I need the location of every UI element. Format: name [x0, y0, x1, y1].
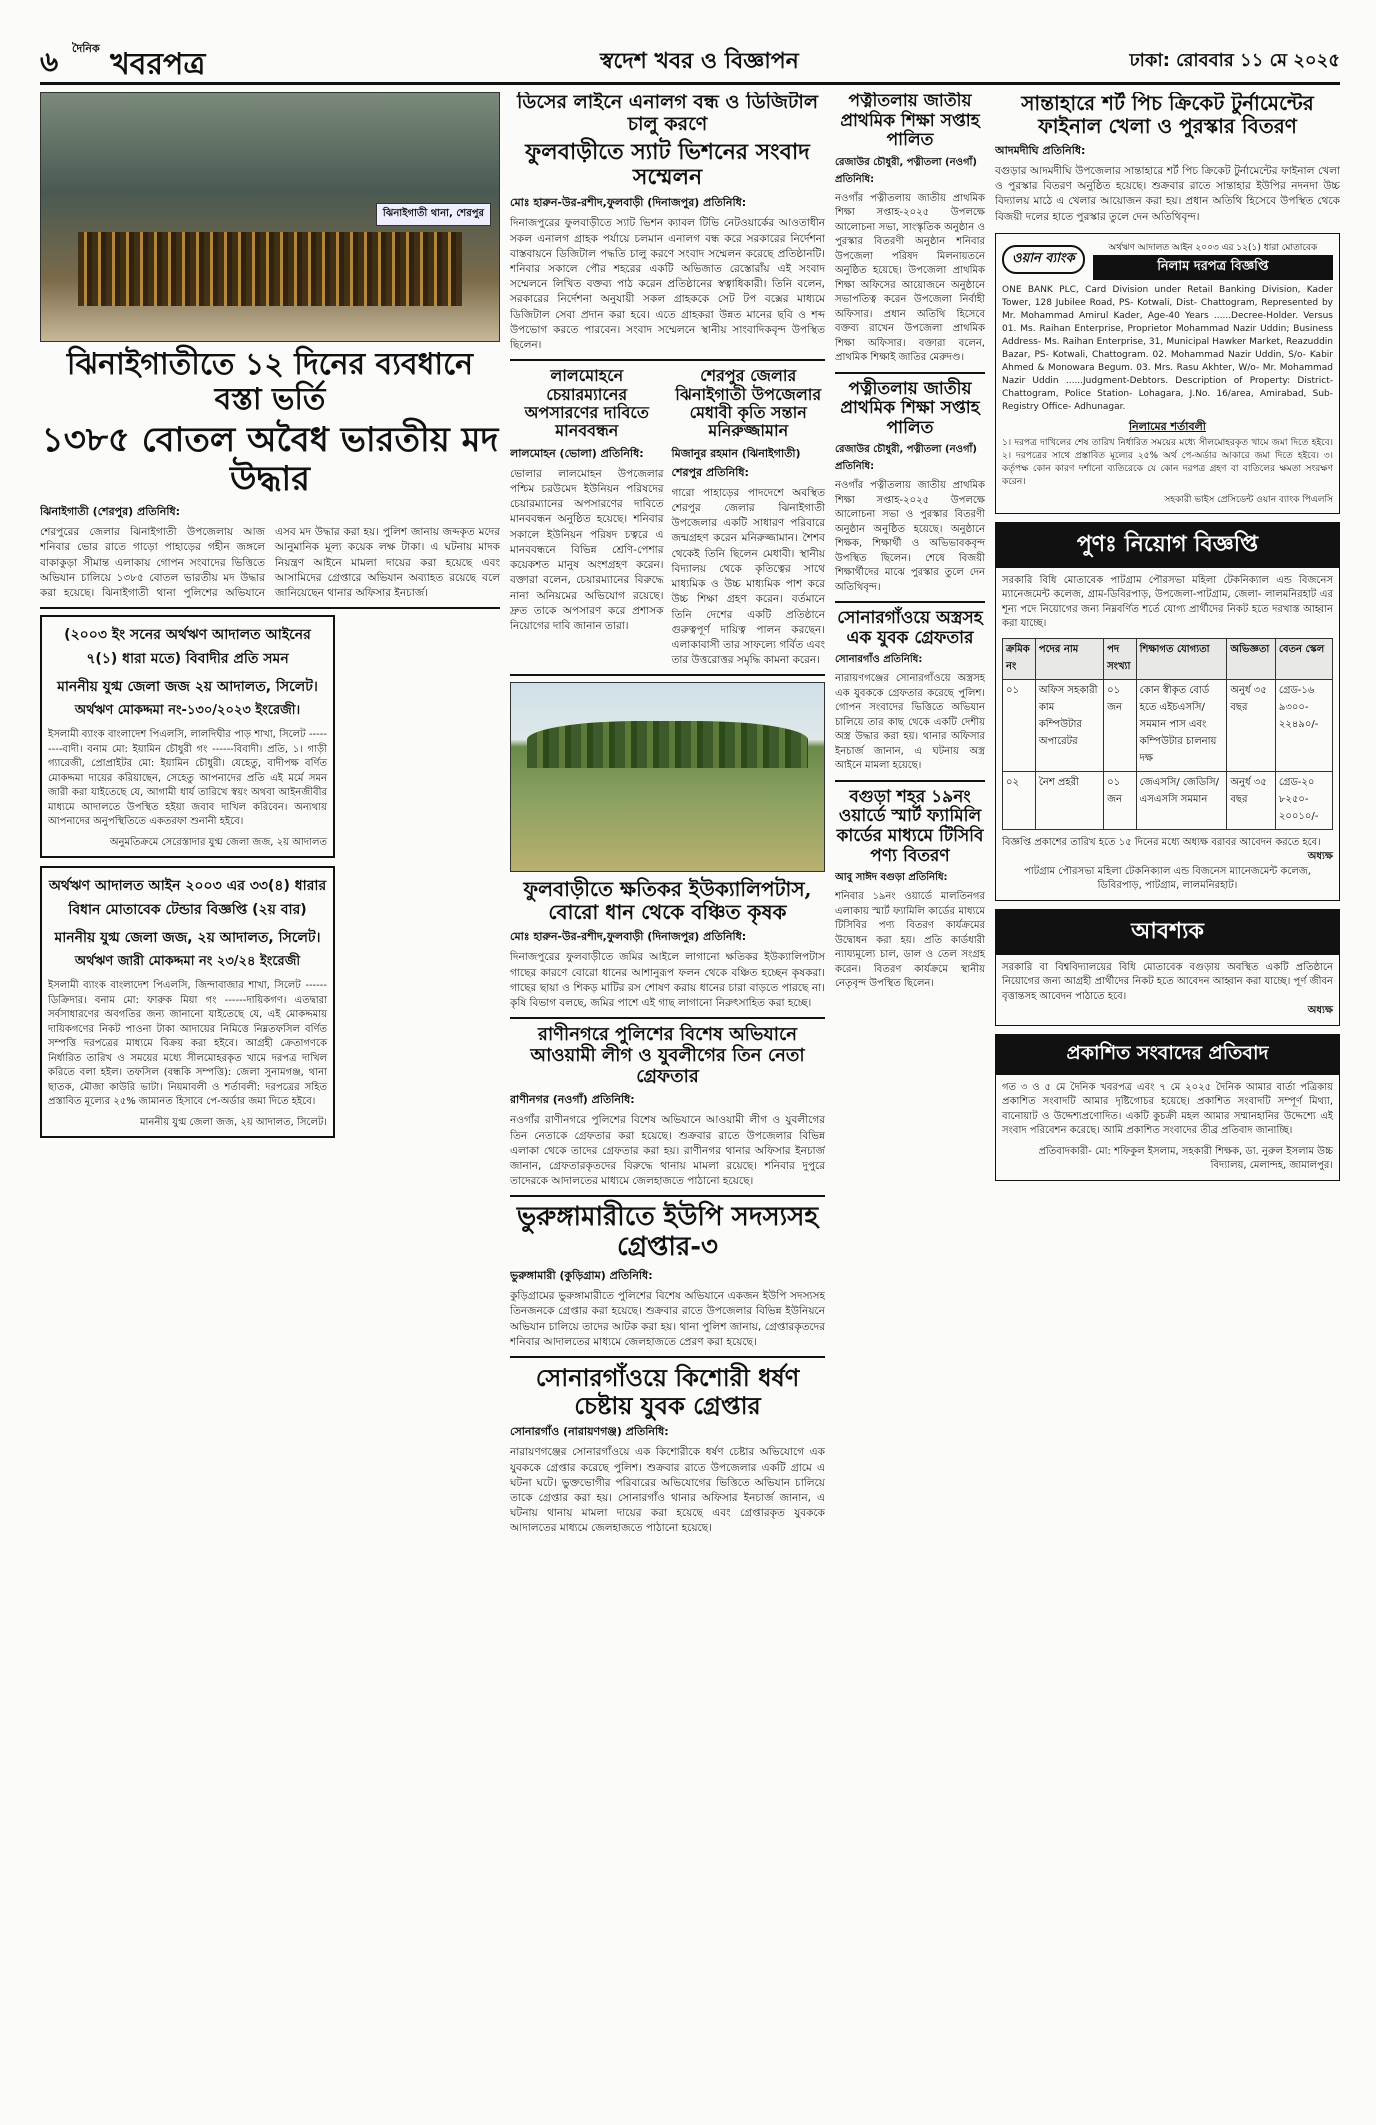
court-notice-summons: [40, 615, 335, 858]
police-seizure-photo: [40, 92, 500, 342]
divider: [510, 674, 825, 676]
bhurungamari-byline: ভুরুঙ্গামারী (কুড়িগ্রাম) প্রতিনিধি:: [510, 1269, 653, 1283]
bank-subtitle: অর্থঋণ আদালত আইন ২০০৩ এর ১২(১) ধারা মোতাবেক: [1108, 242, 1318, 253]
section-title: স্বদেশ খবর ও বিজ্ঞাপন: [600, 49, 799, 74]
cell: ০১: [1003, 679, 1036, 771]
sonargaon-byline: সোনারগাঁও (নারায়ণগঞ্জ) প্রতিনিধি:: [510, 1425, 669, 1439]
moniruzzaman-story: [672, 367, 826, 668]
satvision-headline-line2: ফুলবাড়ীতে স্যাট ভিশনের সংবাদ সম্মেলন: [525, 138, 810, 190]
th-experience: অভিজ্ঞতা: [1227, 638, 1276, 679]
patnitala-body-1: নওগাঁর পত্নীতলায় জাতীয় প্রাথমিক শিক্ষা সপ্তাহ-২০২৫ উপলক্ষে আলোচনা সভা, সাংস্কৃতিক অনুষ্ঠান ও পুরস্কার বিতরণী অনুষ্ঠান শনিবার উপজেলা পরিষদ মিলনায়তনে অনুষ্ঠিত হয়েছে। উপজেলা প্রাথমিক শিক্ষা অফিসের আয়োজনে অনুষ্ঠানে সভাপতিত্ব করেন উপজেলা নির্বাহী অফিসার। প্রধান অতিথি হিসেবে বক্তব্য রাখেন উপজেলা প্রাথমিক শিক্ষা অফিসার। বক্তারা বলেন, প্রাথমিক শিক্ষাই জাতির মেরুদণ্ড।: [835, 192, 985, 364]
notice1-title: (২০০৩ ইং সনের অর্থঋণ আদালত আইনের ৭(১) ধারা মতে) বিবাদীর প্রতি সমন: [64, 627, 311, 668]
divider: [510, 1017, 825, 1019]
wanted-notice: [995, 909, 1340, 1026]
recruit-table: [1002, 638, 1333, 830]
bank-title: নিলাম দরপত্র বিজ্ঞপ্তি: [1093, 255, 1333, 280]
cricket-headline: সান্তাহারে শর্ট পিচ ক্রিকেট টুর্নামেন্টের ফাইনাল খেলা ও পুরস্কার বিতরণ: [1021, 92, 1314, 138]
need-title: আবশ্যক: [996, 910, 1339, 955]
lead-body: শেরপুরের জেলার ঝিনাইগাতী উপজেলায় আজ শনিবার ভোর রাতে গাড়ো পাহাড়ের গহীন জঙ্গলে বাকাকুড়া সীমান্ত এলাকায় গোপন সংবাদের ভিত্তিতে অভিযান চালিয়ে ১৩৮৫ বোতল ভারতীয় মদ উদ্ধার করা হয়েছে। ঝিনাইগাতী থানা পুলিশের অভিযানে এসব মদ উদ্ধার করা হয়। পুলিশ জানায় জব্দকৃত মদের আনুমানিক মূল্য কয়েক লক্ষ টাকা। এ ঘটনায় মাদক নিয়ন্ত্রণ আইনে মামলা দায়ের করা হয়েছে এবং আসামিদের গ্রেপ্তারে অভিযান অব্যাহত রয়েছে বলে জানিয়েছেন থানার অফিসার ইনচার্জ।: [40, 526, 500, 600]
court-notice-tender: [40, 866, 335, 1138]
recruit-note: বিজ্ঞপ্তি প্রকাশের তারিখ হতে ১৫ দিনের মধ্যে অধ্যক্ষ বরাবর আবেদন করতে হবে।: [1002, 836, 1321, 848]
eucalyptus-byline: মোঃ হারুন-উর-রশীদ,ফুলবাড়ী (দিনাজপুর) প্রতিনিধি:: [510, 930, 747, 944]
table-row: [1003, 771, 1333, 829]
cell: ০১ জন: [1104, 679, 1137, 771]
cell: অনুর্ধ ৩৫ বছর: [1227, 771, 1276, 829]
recruit-content: [996, 568, 1339, 900]
cell: অনুর্ধ ৩৫ বছর: [1227, 679, 1276, 771]
patnitala-body-2: নওগাঁর পত্নীতলায় জাতীয় প্রাথমিক শিক্ষা সপ্তাহ-২০২৫ উপলক্ষে আলোচনা সভা ও পুরস্কার বিতরণী অনুষ্ঠান অনুষ্ঠিত হয়েছে। অনুষ্ঠানে শিক্ষক, শিক্ষার্থী ও অভিভাবকবৃন্দ উপস্থিত ছিলেন। শেষে বিজয়ী শিক্ষার্থীদের মাঝে পুরস্কার তুলে দেন অতিথিবৃন্দ।: [835, 480, 985, 593]
divider: [40, 607, 500, 609]
patnitala-headline-1: পত্নীতলায় জাতীয় প্রাথমিক শিক্ষা সপ্তাহ পালিত: [840, 92, 980, 151]
bank-conditions: ১। দরপত্র দাখিলের শেষ তারিখ নির্ধারিত সময়ের মধ্যে সীলমোহরকৃত খামে জমা দিতে হইবে। ২। দরপত্রের সাথে প্রস্তাবিত মূল্যের ২৫% অর্থ পে-অর্ডার আকারে জমা দিতে হইবে। ৩। কর্তৃপক্ষ কোন কারণ দর্শানো ব্যতিরেকে যে কোন দরপত্র গ্রহণ বা বাতিলের ক্ষমতা সংরক্ষণ করেন।: [1002, 438, 1333, 488]
eucalyptus-headline: ফুলবাড়ীতে ক্ষতিকর ইউক্যালিপটাস, বোরো ধান থেকে বঞ্চিত কৃষক: [523, 877, 812, 925]
rebuttal-content: [996, 1075, 1339, 1180]
th-count: পদ সংখ্যা: [1104, 638, 1137, 679]
photo-banner: ঝিনাইগাতী থানা, শেরপুর: [376, 203, 491, 226]
cell: গ্রেড-১৬ ৯৩০০- ২২৪৯০/-: [1275, 679, 1332, 771]
rebuttal-notice: [995, 1034, 1340, 1181]
column-c: [835, 92, 985, 2092]
divider: [835, 372, 985, 374]
raninagar-body: নওগাঁর রাণীনগরে পুলিশের বিশেষ অভিযানে আওয়ামী লীগ ও যুবলীগের তিন নেতাকে গ্রেফতার করা হয়েছে। শুক্রবার রাতে উপজেলার বিভিন্ন এলাকা থেকে তাদের গ্রেফতার করা হয়। রাণীনগর থানার অফিসার ইনচার্জ জানান, গ্রেফতারকৃতদের বিরুদ্ধে থানায় মামলা রয়েছে। শনিবার দুপুরে তাদেরকে আদালতের মাধ্যমে জেলহাজতে পাঠানো হয়েছে।: [510, 1114, 825, 1188]
cell: অফিস সহকারী কাম কম্পিউটার অপারেটর: [1035, 679, 1103, 771]
masthead: [40, 40, 1340, 82]
column-b: [510, 92, 825, 2092]
cell: ০১ জন: [1104, 771, 1137, 829]
eucalyptus-body: দিনাজপুরের ফুলবাড়ীতে জমির আইলে লাগানো ক্ষতিকর ইউক্যালিপটাস গাছের কারণে বোরো ধানের আশানুরূপ ফলন থেকে বঞ্চিত হচ্ছেন কৃষকরা। গাছের ছায়া ও শিকড় মাটির রস শোষণ করায় ধানের চারা বাড়তে পারছে না। কৃষি বিভাগ বলছে, জমির পাশে এই গাছ লাগানো নিরুৎসাহিত করা হচ্ছে।: [510, 951, 825, 1010]
sonargaon-headline: সোনারগাঁওয়ে কিশোরী ধর্ষণ চেষ্টায় যুবক গ্রেপ্তার: [535, 1363, 800, 1420]
lalmohan-story: [510, 367, 664, 668]
notice2-court: মাননীয় যুগ্ম জেলা জজ, ২য় আদালত, সিলেট।: [54, 930, 321, 947]
bank-body: ONE BANK PLC, Card Division under Retail Banking Division, Kader Tower, 128 Jubilee Road, PS- Kotwali, Dist- Chattogram, Represented by Mr. Mohammad Amirul Kader, Age-40 Years ......Decree-Holder. Versus 01. Ms. Raihan Enterprise, Proprietor Mohammad Nazir Uddin; Business Address- Ms. Raihan Enterprise, 31, Municipal Hawker Market, Reazuddin Bazar, PS- Kotwali, Chattogram. 02. Mohammad Nazir Uddin, S/o- Kabir Ahmed & Monowara Begum. 03. Mrs. Rasu Akhter, W/o- Mr. Mohammad Nazir Uddin ......Judgment-Debtors. Description of Property: District-Chattogram, Police Station- Lohagara, J.No. 16/area, Amirabad, Sub- Registry Office- Adhunagar.: [1002, 284, 1333, 413]
cricket-body: বগুড়ার আদমদীঘি উপজেলার সান্তাহারে শর্ট পিচ ক্রিকেট টুর্নামেন্টের ফাইনাল খেলা ও পুরস্কার বিতরণ অনুষ্ঠিত হয়েছে। শুক্রবার রাতে সান্তাহার ইউপির নদনদা উচ্চ বিদ্যালয় মাঠে এ খেলার আয়োজন করা হয়। প্রধান অতিথি হিসেবে উপস্থিত থেকে বিজয়ী দলের হাতে পুরস্কার তুলে দেন অতিথিবৃন্দ।: [995, 165, 1340, 223]
notice1-body: ইসলামী ব্যাংক বাংলাদেশ পিএলসি, লালদিঘীর পাড় শাখা, সিলেট ---------বাদী। বনাম মো: ইয়ামিন চৌধুরী গং ------বিবাদী। প্রতি, ১। গাড়ী গ্যারেজী, প্রোপ্রাইটর মো: ইয়ামিন চৌধুরী। যেহেতু, বাদীপক্ষ বর্ণিত মোকদ্দমা দায়ের করিয়াছেন, সেহেতু আপনাদের প্রতি এই মর্মে সমন জারী করা যাইতেছে যে, আগামী ধার্য তারিখে স্বয়ং অথবা আইনজীবীর মাধ্যমে আদালতে উপস্থিত হইয়া জবাব দাখিল করিবেন। অন্যথায় আপনাদের অনুপস্থিতিতে একতরফা শুনানী হইবে।: [48, 729, 327, 828]
bank-header: [1002, 240, 1333, 280]
rebuttal-signature: প্রতিবাদকারী- মো: শফিকুল ইসলাম, সহকারী শিক্ষক, ডা. নুরুল ইসলাম উচ্চ বিদ্যালয়, মেলান্দহ, জামালপুর।: [1038, 1145, 1333, 1172]
arms-arrest-body: নারায়ণগঞ্জের সোনারগাঁওয়ে অস্ত্রসহ এক যুবককে গ্রেফতার করেছে পুলিশ। গোপন সংবাদের ভিত্তিতে অভিযান চালিয়ে তার কাছ থেকে একটি দেশীয় অস্ত্র উদ্ধার করা হয়। থানার অফিসার ইনচার্জ জানান, এ ঘটনায় অস্ত্র আইনে মামলা হয়েছে।: [835, 673, 985, 772]
divider: [835, 780, 985, 782]
column-d: [995, 92, 1340, 2092]
cell: কোন স্বীকৃত বোর্ড হতে এইচএসসি/ সমমান পাস এবং কম্পিউটার চালনায় দক্ষ: [1136, 679, 1227, 771]
satvision-body: দিনাজপুরের ফুলবাড়ীতে স্যাট ভিশন ক্যাবল টিভি নেটওয়ার্কের আওতাধীন সকল এনালগ গ্রাহক পর্যায়ে চলমান এনালগ বন্ধ করে সরকারের নির্দেশনা বাস্তবায়নে ডিজিটাল পদ্ধতি চালু করণে সংবাদ সম্মেলন করেছে প্রতিষ্ঠানটি। শনিবার সকালে পৌর শহরের একটি অভিজাত রেস্তোরাঁয় এই সংবাদ সম্মেলনে লিখিত বক্তব্য পাঠ করেন প্রতিষ্ঠানের স্বত্বাধিকারী। তিনি বলেন, সরকারের নির্দেশনা অনুযায়ী সকল গ্রাহককে সেট টপ বক্সের মাধ্যমে ডিজিটাল সেবা প্রদান করা হবে। এতে গ্রাহকরা উন্নত মানের ছবি ও শব্দ উপভোগ করতে পারবেন। সংবাদ সম্মেলনে স্থানীয় সাংবাদিকবৃন্দ উপস্থিত ছিলেন।: [510, 217, 825, 352]
bhurungamari-headline: ভুরুঙ্গামারীতে ইউপি সদস্যসহ গ্রেপ্তার-৩: [516, 1202, 819, 1263]
moniruzzaman-headline: শেরপুর জেলার ঝিনাইগাতী উপজেলার মেধাবী কৃতি সন্তান মনিরুজ্জামান: [675, 366, 822, 441]
cell: জেএসসি/ জেডিসি/ এসএসসি সমমান: [1136, 771, 1227, 829]
need-body: সরকারি বা বিশ্ববিদ্যালয়ের বিধি মোতাবেক বগুড়ায় অবস্থিত একটি প্রতিষ্ঠানে নিয়োগের জন্য আগ্রহী প্রার্থীদের নিকট হতে আবেদন আহ্বান করা যাচ্ছে। পূর্ণ জীবন বৃত্তান্তসহ আবেদন পাঠাতে হবে।: [1002, 961, 1333, 1002]
recruit-title: পুণঃ নিয়োগ বিজ্ঞপ্তি: [996, 523, 1339, 568]
arms-arrest-byline: সোনারগাঁও প্রতিনিধি:: [835, 654, 923, 666]
moniruzzaman-body: গারো পাহাড়ের পাদদেশে অবস্থিত শেরপুর জেলার ঝিনাইগাতী উপজেলার একটি সাধারণ পরিবারে জন্মগ্রহণ করেন মনিরুজ্জামান। শৈশব থেকেই তিনি ছিলেন মেধাবী। স্থানীয় বিদ্যালয় থেকে কৃতিত্বের সাথে মাধ্যমিক ও উচ্চ মাধ্যমিক পাশ করে উচ্চ শিক্ষা গ্রহণ করেন। বর্তমানে তিনি দেশের একটি প্রতিষ্ঠানে গুরুত্বপূর্ণ দায়িত্ব পালন করছেন। এলাকাবাসী তার সাফল্যে গর্বিত এবং তার উত্তরোত্তর সমৃদ্ধি কামনা করেন।: [671, 486, 825, 667]
bank-signature: সহকারী ভাইস প্রেসিডেন্ট ওয়ান ব্যাংক পিএলসি: [1164, 494, 1333, 505]
need-signature: অধ্যক্ষ: [1307, 1005, 1333, 1017]
notice2-title: অর্থঋণ আদালত আইন ২০০৩ এর ৩৩(৪) ধারার বিধান মোতাবেক টেন্ডার বিজ্ঞপ্তি (২য় বার): [48, 878, 327, 919]
th-qualification: শিক্ষাগত যোগ্যতা: [1136, 638, 1227, 679]
cell: ০২: [1003, 771, 1036, 829]
notice1-signature: অনুমতিক্রমে সেরেস্তাদার যুগ্ম জেলা জজ, ২য় আদালত: [109, 836, 327, 848]
th-post: পদের নাম: [1035, 638, 1103, 679]
bank-conditions-title: নিলামের শর্তাবলী: [1129, 420, 1206, 434]
bank-auction-notice: [995, 233, 1340, 514]
recruit-signature: অধ্যক্ষ: [1307, 851, 1333, 863]
patnitala-byline-1: রেজাউর চৌধুরী, পত্নীতলা (নওগাঁ) প্রতিনিধি:: [835, 156, 977, 185]
patnitala-headline-2: পত্নীতলায় জাতীয় প্রাথমিক শিক্ষা সপ্তাহ পালিত: [840, 378, 980, 438]
page-number: ৬: [40, 45, 59, 78]
lead-headline-line2: ১৩৮৫ বোতল অবৈধ ভারতীয় মদ উদ্ধার: [41, 420, 499, 500]
notice2-case: অর্থঋণ জারী মোকদ্দমা নং ২৩/২৪ ইংরেজী: [74, 954, 301, 970]
divider: [510, 1195, 825, 1197]
moniruzzaman-byline: মিজানুর রহমান (ঝিনাইগাতী) শেরপুর প্রতিনিধি:: [671, 446, 801, 479]
trees-graphic: [527, 721, 809, 768]
notice2-body: ইসলামী ব্যাংক বাংলাদেশ পিএলসি, জিন্দাবাজার শাখা, সিলেট ------ডিক্রিদার। বনাম মো: ফারুক মিয়া গং ------দায়িকগণ। এতদ্বারা সর্বসাধারণের অবগতির জন্য জানানো যাইতেছে যে, এই মোকদ্দমায় দায়িকগণের নিকট পাওনা টাকা আদায়ের নিমিত্তে নিম্নতফসিল বর্ণিত সম্পত্তি দরপত্রের মাধ্যমে বিক্রয় করা হইবে। আগ্রহী ক্রেতাগণকে নির্ধারিত তারিখ ও সময়ের মধ্যে সীলমোহরকৃত খামে দরপত্র দাখিল করিতে বলা হইল। তফসিল (বন্ধকি সম্পত্তি): জেলা সুনামগঞ্জ, থানা ছাতক, মৌজা কাউরি ভাটা। নিয়মাবলী ও শর্তাবলী: দরপত্রের সহিত প্রস্তাবিত মূল্যের ২৫% জামানত হিসাবে পে-অর্ডার জমা দিতে হইবে।: [48, 980, 327, 1108]
satvision-headline-line1: ডিসের লাইনে এনালগ বন্ধ ও ডিজিটাল চালু করণে: [516, 92, 819, 135]
cricket-byline: আদমদীঘি প্রতিনিধি:: [995, 144, 1086, 157]
tcb-byline: আবু সাঈদ বগুড়া প্রতিনিধি:: [835, 872, 948, 884]
column-a: [40, 92, 500, 2092]
th-serial: ক্রমিক নং: [1003, 638, 1036, 679]
one-bank-logo: ওয়ান ব্যাংক: [1002, 245, 1085, 274]
logo-text: খবরপত্র: [110, 47, 206, 82]
table-row: [1003, 679, 1333, 771]
divider: [510, 359, 825, 361]
notice1-case: অর্থঋণ মোকদ্দমা নং-১৩০/২০২৩ ইংরেজী।: [74, 703, 301, 719]
satvision-byline: মোঃ হারুন-উর-রশীদ,ফুলবাড়ী (দিনাজপুর) প্রতিনিধি:: [510, 196, 747, 210]
recruit-institution: পাটগ্রাম পৌরসভা মহিলা টেকনিক্যাল এন্ড বিজনেস ম্যানেজমেন্ট কলেজ, ডিবিরপাড়, পাটগ্রাম, লালমনিরহাট।: [1024, 865, 1311, 892]
masthead-rule: [40, 82, 1340, 85]
bank-heading-group: [1093, 240, 1333, 280]
divider: [835, 601, 985, 603]
bottles-graphic: [78, 232, 463, 306]
cell: নৈশ প্রহরী: [1035, 771, 1103, 829]
lalmohan-headline: লালমোহনে চেয়ারম্যানের অপসারণের দাবিতে মানববন্ধন: [524, 366, 649, 441]
raninagar-headline: রাণীনগরে পুলিশের বিশেষ অভিযানে আওয়ামী লীগ ও যুবলীগের তিন নেতা গ্রেফতার: [530, 1024, 805, 1087]
recruitment-notice: [995, 522, 1340, 901]
tcb-body: শনিবার ১৯নং ওয়ার্ডে মালতিনগর এলাকায় স্মার্ট ফ্যামিলি কার্ডের মাধ্যমে টিসিবির পণ্য বিতরণ কার্যক্রমের উদ্বোধন করা হয়। প্রতি কার্ডধারী ন্যায্যমূল্যে চাল, ডাল ও তেল সংগ্রহ করেন। বিতরণ কার্যক্রমে স্থানীয় নেতৃবৃন্দ উপস্থিত ছিলেন।: [835, 891, 985, 990]
sonargaon-body: নারায়ণগঞ্জের সোনারগাঁওয়ে এক কিশোরীকে ধর্ষণ চেষ্টার অভিযোগে এক যুবককে গ্রেপ্তার করেছে পুলিশ। শুক্রবার রাতে উপজেলার একটি গ্রামে এ ঘটনা ঘটে। ভুক্তভোগীর পরিবারের অভিযোগের ভিত্তিতে অভিযান চালিয়ে তাকে গ্রেপ্তার করা হয়। সোনারগাঁও থানার অফিসার ইনচার্জ জানান, এ ঘটনায় থানায় মামলা দায়ের করা হয়েছে এবং গ্রেপ্তারকৃত যুবককে আদালতের মাধ্যমে জেলহাজতে পাঠানো হয়েছে।: [510, 1446, 825, 1535]
notice2-signature: মাননীয় যুগ্ম জেলা জজ, ২য় আদালত, সিলেট।: [139, 1116, 327, 1128]
lead-headline-line1: ঝিনাইগাতীতে ১২ দিনের ব্যবধানে বস্তা ভর্তি: [66, 347, 474, 417]
raninagar-byline: রাণীনগর (নওগাঁ) প্রতিনিধি:: [510, 1093, 635, 1107]
two-column-stories: [510, 367, 825, 668]
rebuttal-body: গত ৩ ও ৫ মে দৈনিক খবরপত্র এবং ৭ মে ২০২৫ দৈনিক আমার বার্তা পত্রিকায় প্রকাশিত সংবাদটি আমার দৃষ্টিগোচর হয়েছে। প্রকাশিত সংবাদটি সম্পূর্ণ মিথ্যা, বানোয়াট ও উদ্দেশ্যপ্রণোদিত। একটি কুচক্রী মহল আমার সম্মানহানির উদ্দেশ্যে এই সংবাদ পরিবেশন করেছে। আমি প্রকাশিত সংবাদের তীব্র প্রতিবাদ জানাচ্ছি।: [1002, 1081, 1333, 1137]
eucalyptus-field-photo: [510, 682, 825, 872]
lalmohan-byline: লালমোহন (ভোলা) প্রতিনিধি:: [510, 446, 644, 460]
need-content: [996, 955, 1339, 1025]
bhurungamari-body: কুড়িগ্রামের ভুরুঙ্গামারীতে পুলিশের বিশেষ অভিযানে একজন ইউপি সদস্যসহ তিনজনকে গ্রেপ্তার করা হয়েছে। শুক্রবার রাতে উপজেলার বিভিন্ন ইউনিয়নে অভিযান চালিয়ে তাদের আটক করা হয়। থানা পুলিশ জানায়, গ্রেপ্তারকৃতদের শনিবার আদালতের মাধ্যমে জেলহাজতে প্রেরণ করা হয়েছে।: [510, 1290, 825, 1348]
lalmohan-body: ভোলার লালমোহন উপজেলার পশ্চিম চরউমেদ ইউনিয়ন পরিষদের চেয়ারম্যানের অপসারণের দাবিতে মানববন্ধন অনুষ্ঠিত হয়েছে। শনিবার সকালে ইউনিয়ন পরিষদ চত্বরে এ মানববন্ধনে বিভিন্ন শ্রেণি-পেশার কয়েকশত মানুষ অংশগ্রহণ করেন। বক্তারা বলেন, চেয়ারম্যানের বিরুদ্ধে নানা অনিয়মের অভিযোগ রয়েছে। দ্রুত তাকে অপসারণ করে প্রশাসক নিয়োগের দাবি জানান তারা।: [510, 467, 664, 632]
patnitala-byline-2: রেজাউর চৌধুরী, পত্নীতলা (নওগাঁ) প্রতিনিধি:: [835, 444, 977, 473]
lead-byline: ঝিনাইগাতী (শেরপুর) প্রতিনিধি:: [40, 505, 181, 519]
issue-date: ঢাকা: রোববার ১১ মে ২০২৫: [1129, 50, 1340, 71]
cell: গ্রেড-২০ ৮২৫০- ২০০১০/-: [1275, 771, 1332, 829]
notice1-court: মাননীয় যুগ্ম জেলা জজ ২য় আদালত, সিলেট।: [57, 679, 318, 696]
rebuttal-title: প্রকাশিত সংবাদের প্রতিবাদ: [996, 1035, 1339, 1075]
tcb-headline: বগুড়া শহর ১৯নং ওয়ার্ডে স্মার্ট ফ্যামিলি কার্ডের মাধ্যমে টিসিবি পণ্য বিতরণ: [836, 786, 984, 866]
arms-arrest-headline: সোনারগাঁওয়ে অস্ত্রসহ এক যুবক গ্রেফতার: [837, 608, 983, 648]
th-salary: বেতন স্কেল: [1275, 638, 1332, 679]
recruit-intro: সরকারি বিধি মোতাবেক পাটগ্রাম পৌরসভা মহিলা টেকনিক্যাল এন্ড বিজনেস ম্যানেজমেন্ট কলেজ, গ্রাম-ডিবিরপাড়, উপজেলা-পাটগ্রাম, জেলা- লালমনিরহাট এর শূন্য পদে নিয়োগের জন্য নিম্নবর্ণিত শর্তে যোগ্য প্রার্থীদের নিকট হতে দরখাস্ত আহ্বান করা যাচ্ছে।: [1002, 574, 1333, 630]
recruit-table-header-row: [1003, 638, 1333, 679]
divider: [510, 1356, 825, 1358]
logo-small-text: দৈনিক: [72, 42, 100, 55]
